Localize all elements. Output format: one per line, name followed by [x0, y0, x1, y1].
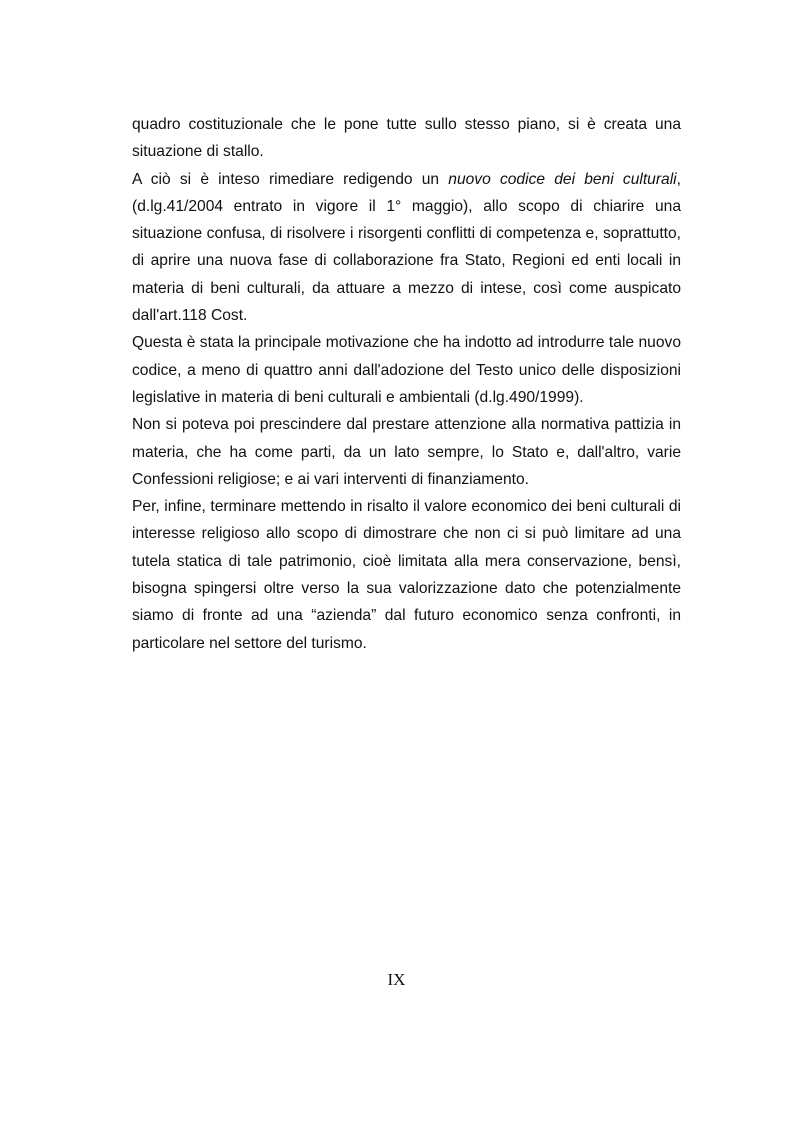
body-text: [132, 111, 681, 657]
paragraph-nuovo-codice-intro: A ciò si è inteso rimediare redigendo un: [132, 170, 449, 188]
paragraph-valore-economico: Per, infine, terminare mettendo in risalto il valore economico dei beni culturali di interesse religioso allo scopo di dimostrare che non ci si può limitare ad una tutela statica di tale patrimonio, cioè limitata alla mera conservazione, bensì, bisogna spingersi oltre verso la sua valorizzazione dato che potenzialmente siamo di fronte ad una “azienda” dal futuro economico senza confronti, in particolare nel settore del turismo.: [132, 498, 681, 652]
paragraph-stallo: quadro costituzionale che le pone tutte sullo stesso piano, si è creata una situazione di stallo.: [132, 116, 681, 161]
nuovo-codice-emphasis: nuovo codice dei beni culturali: [448, 170, 677, 188]
paragraph-motivazione: Questa è stata la principale motivazione che ha indotto ad introdurre tale nuovo codice, a meno di quattro anni dall'adozione del Testo unico delle disposizioni legislative in materia di beni culturali e ambientali (d.lg.490/1999).: [132, 334, 681, 406]
paragraph-nuovo-codice-rest: , (d.lg.41/2004 entrato in vigore il 1° maggio), allo scopo di chiarire una situazione confusa, di risolvere i risorgenti conflitti di competenza e, soprattutto, di aprire una nuova fase di collaborazione fra Stato, Regioni ed enti locali in materia di beni culturali, da attuare a mezzo di intese, così come auspicato dall'art.118 Cost.: [132, 170, 681, 325]
paragraph-nuovo-codice: [132, 166, 681, 330]
paragraph-normativa-pattizia: Non si poteva poi prescindere dal prestare attenzione alla normativa pattizia in materia, che ha come parti, da un lato sempre, lo Stato e, dall'altro, varie Confessioni religiose; e ai vari interventi di finanziamento.: [132, 416, 681, 488]
page-number: IX: [387, 970, 406, 989]
